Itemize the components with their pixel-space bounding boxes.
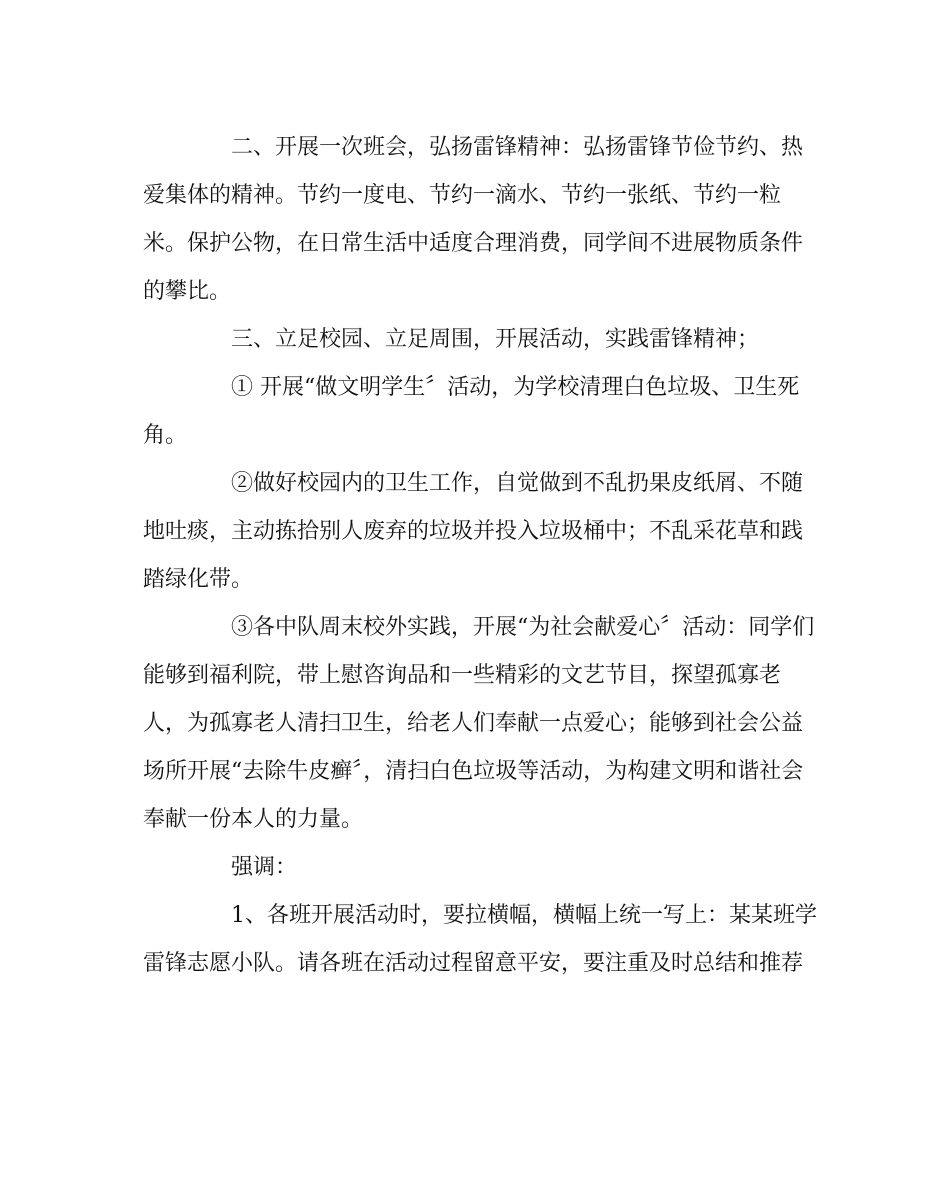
text-line: ① 开展“做文明学生〞活动，为学校清理白色垃圾、卫生死 (231, 375, 800, 400)
text-line: 踏绿化带。 (143, 567, 254, 592)
text-line: 雷锋志愿小队。请各班在活动过程留意平安，要注重及时总结和推荐 (143, 951, 804, 976)
paragraph-item-three (143, 604, 815, 844)
paragraph-emphasis-heading (143, 844, 808, 892)
text-line: 强调： (231, 855, 298, 880)
text-line: ③各中队周末校外实践，开展“为社会献爱心〞活动：同学们 (231, 615, 815, 640)
text-line: 米。保护公物，在日常生活中适度合理消费，同学间不进展物质条件 (143, 231, 804, 256)
document-body (143, 124, 817, 988)
paragraph-item-two (143, 460, 808, 604)
text-line: 人，为孤寡老人清扫卫生，给老人们奉献一点爱心；能够到社会公益 (143, 711, 804, 736)
text-line: 爱集体的精神。节约一度电、节约一滴水、节约一张纸、节约一粒 (143, 183, 782, 208)
text-line: 场所开展“去除牛皮癣〞，清扫白色垃圾等活动，为构建文明和谐社会 (143, 759, 804, 784)
text-line: 的攀比。 (143, 279, 232, 304)
text-line: 角。 (143, 423, 188, 448)
paragraph-class-meeting (143, 124, 808, 316)
text-line: 能够到福利院，带上慰咨询品和一些精彩的文艺节目，探望孤寡老 (143, 663, 782, 688)
paragraph-item-one (143, 364, 808, 460)
text-line: 奉献一份本人的力量。 (143, 807, 364, 832)
paragraph-section-three-heading (143, 316, 808, 364)
text-line: 三、立足校园、立足周围，开展活动，实践雷锋精神； (231, 327, 760, 352)
text-line: 1、各班开展活动时，要拉横幅，横幅上统一写上：某某班学 (231, 903, 817, 928)
text-line: ②做好校园内的卫生工作，自觉做到不乱扔果皮纸屑、不随 (231, 471, 804, 496)
text-line: 二、开展一次班会，弘扬雷锋精神：弘扬雷锋节俭节约、热 (231, 135, 804, 160)
text-line: 地吐痰，主动拣拾别人废弃的垃圾并投入垃圾桶中；不乱采花草和践 (143, 519, 804, 544)
paragraph-emphasis-one (143, 892, 817, 988)
